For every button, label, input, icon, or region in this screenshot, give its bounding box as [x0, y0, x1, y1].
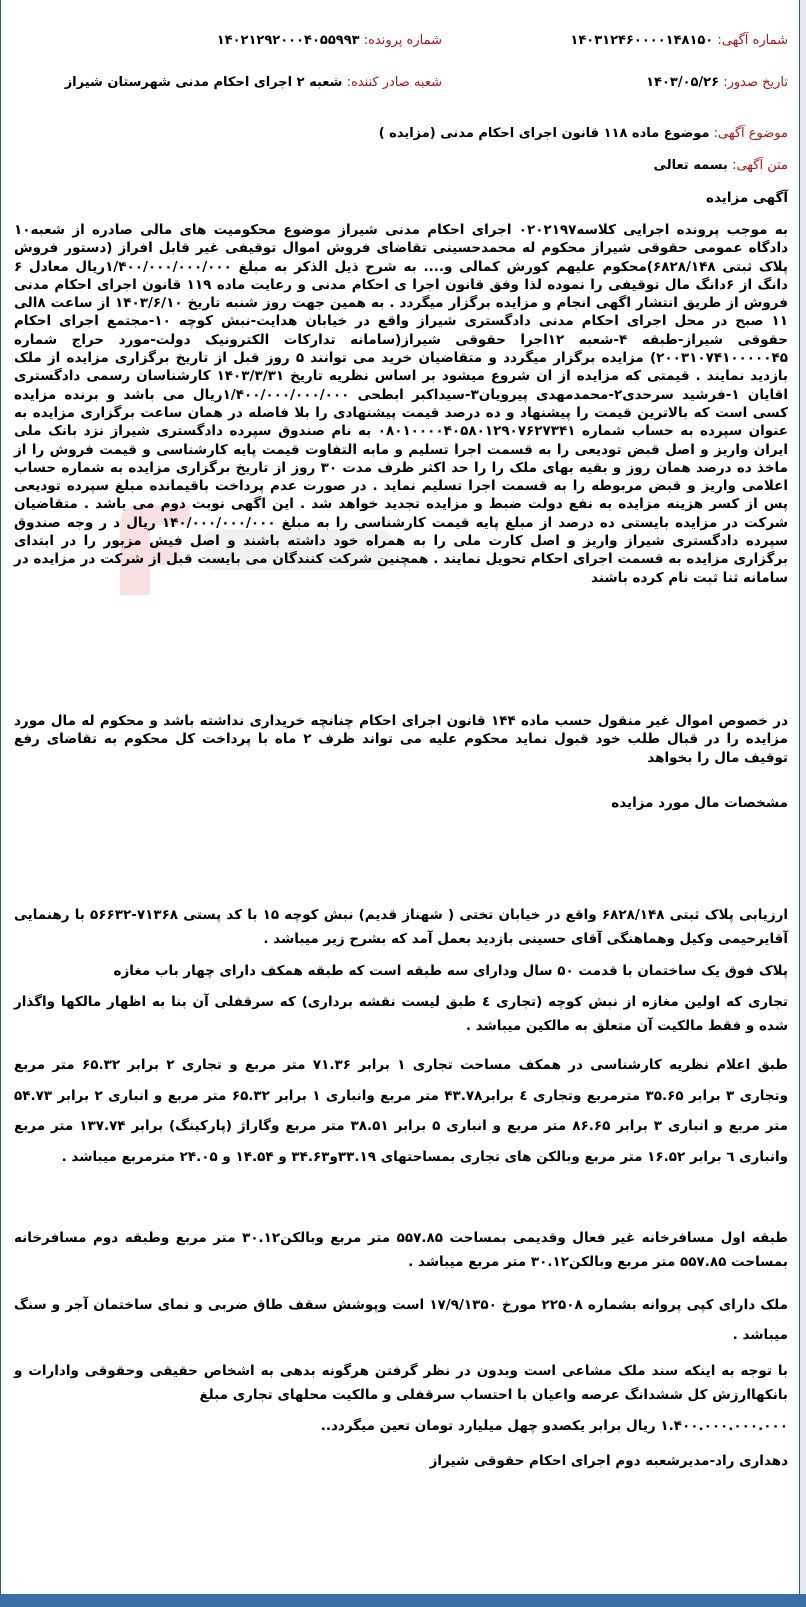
issuing-branch-value: شعبه ۲ اجرای احکام مدنی شهرستان شیراز — [64, 75, 343, 90]
specs-paragraph-6: ملک دارای کپی پروانه بشماره ۲۲۵۰۸ مورخ ۱۷/۹/۱۳۵۰ است وپوشش سقف طاق ضربی و نمای ساختمان آجر و سنگ میباشد . — [14, 1297, 788, 1343]
notice-number-label: شماره آگهی: — [717, 33, 788, 48]
issue-date-label: تاریخ صدور: — [723, 75, 788, 90]
specs-paragraph-1: ارزیابی پلاک ثبتی ۶۸۲۸/۱۴۸ واقع در خیابان تختی ( شهناز قدیم) نبش کوچه ۱۵ با کد پستی ۷۱۳۶۸-۵۶۶۳۲ با رهنمایی آقایرحیمی وکیل وهماهنگی آقای حسینی بازدید بعمل آمد که بشرح زیر میباشد . — [14, 907, 789, 947]
valuation-amount: ۱.۴۰۰.۰۰۰.۰۰۰.۰۰۰ ریال برابر یکصدو چهل میلیارد تومان تعین میگردد.. — [320, 1418, 788, 1434]
specs-heading: مشخصات مال مورد مزایده — [611, 795, 788, 811]
auction-paragraph-1: به موجب پرونده اجرایی کلاسه۰۲۰۲۱۹۷ اجرای احکام مدنی شیراز موضوع محکومیت های مالی صادره از شعبه۱۰ دادگاه عمومی حقوقی شیراز محکوم له محمدحسینی تقاضای فروش اموال توقیفی غیر قابل افراز (دستور فروش پلاک ثبتی ۶۸۲۸/۱۴۸)محکوم علیهم کورش کمالی و.... به شرح ذیل الذکر به مبلغ ۱/۴۰۰/۰۰۰/۰۰۰/۰۰۰ریال معادل ۶ دانگ از ۶دانگ مال توقیفی را نموده لذا وفق قانون اجرا ی احکام مدنی و رعایت ماده ۱۱۹ قانون اجرای احکام مدنی فروش از طریق انتشار اگهی انجام و مزایده برگزار میگردد . به همین جهت روز شنبه تاریخ ۱۴۰۳/۶/۱۰ از ساعت ۸الی ۱۱ صبح در محل اجرای احکام مدنی دادگستری شیراز واقع در خیابان هدایت-نبش کوچه ۱۰-مجتمع اجرای احکام حقوقی شیراز-طبقه ۴-شعبه ۱۲اجرا حقوقی شیراز(سامانه تدارکات الکترونیک دولت-مورد حراج شماره ۲۰۰۳۱۰۷۴۱۰۰۰۰۰۴۵) مزایده برگزار میگردد و متقاضیان خرید می توانند ۵ روز قبل از تاریخ برگزاری مزایده از ملک بازدید نمایند . قیمتی که مزایده از ان شروع میشود بر اساس نظریه تاریخ ۱۴۰۳/۳/۳۱ کارشناسان رسمی دادگستری اقایان ۱-فرشید سرحدی۲-محمدمهدی پیرویان۳-سیداکبر ابطحی ۱/۴۰۰/۰۰۰/۰۰۰/۰۰۰ریال می باشد و برنده مزایده کسی است که بالاترین قیمت را پیشنهاد و ده درصد قیمت پیشنهادی را بلا فاصله در همان ساعت برگزاری مزایده به عنوان سپرده به حساب شماره ۰۸۰۱۰۰۰۰۴۰۵۸۰۱۲۹۰۷۶۲۷۳۴۱ به نام صندوق سپرده دادگستری شیراز نزد بانک ملی ایران واریز و اصل قبض تودیعی را به قسمت اجرا تسلیم و مابه التفاوت قیمت پایه کارشناسی و قیمت فروش را از ماخذ ده درصد همان روز و بقیه بهای ملک را را حد اکثر ظرف مدت ۳۰ روز از تاریخ برگزاری مزایده به شماره حساب اعلامی واریز و قبض مربوطه را به قسمت اجرا تسلیم نماید . در صورت عدم پرداخت باقیمانده مبلغ سپرده تودیعی پس از کسر هزینه مزایده به نفع دولت ضبط و مزایده تجدید خواهد شد . این اگهی نوبت دوم می باشد . متقاضیان شرکت در مزایده بایستی ده درصد از مبلغ پایه قیمت کارشناسی را به مبلغ ۱۴۰/۰۰۰/۰۰۰/۰۰۰ ریال د ر وجه صندوق سپرده دادگستری شیراز واریز و اصل کارت ملی را به همراه خود داشته باشند و اصل فیش مزبور را در ابتدای برگزاری مزایده به قسمت اجرای احکام تحویل نمایند . همچنین شرکت کنندگان می بایست قبل از شرکت در مزایده در سامانه ثنا ثبت نام کرده باشند — [14, 222, 789, 586]
specs-paragraph-5: طبقه اول مسافرخانه غیر فعال وقدیمی بمساحت ۵۵۷.۸۵ متر مربع وبالکن۳۰.۱۲ متر مربع وطبقه دوم مسافرخانه بمساحت ۵۵۷.۸۵ متر مربع وبالکن۳۰.۱۲ متر مربع میباشد . — [14, 1230, 788, 1270]
specs-paragraph-3: تجاری که اولین مغازه از نبش کوچه (تجاری ٤ طبق لیست نقشه برداری) که سرقفلی آن بنا به اظهار مالکها واگذار شده و فقط مالکیت آن متعلق به مالکین میباشد . — [14, 994, 788, 1034]
specs-paragraph-4: طبق اعلام نظریه کارشناسی در همکف مساحت تجاری ۱ برابر ۷۱.۳۶ متر مربع و تجاری ۲ برابر ۶۵.۳۲ متر مربع وتجاری ۳ برابر ۳۵.۶۵ مترمربع وتجاری ٤ برابر۴۳.۷۸ متر مربع وانباری ۱ برابر ۶۵.۳۲ متر مربع و انباری ۲ برابر ۵۴.۷۳ متر مربع و انباری ۳ برابر ۸۶.۶۵ متر مربع و انباری ۵ برابر ۳۸.۵۱ متر مربع وگاراژ (پارکینگ) برابر ۱۳۷.۷۴ متر مربع وانباری ٦ برابر ۱۶.۵۲ متر مربع وبالکن های تجاری بمساحتهای ۳۳.۱۹و۳۴.۶۳ و ۱۴.۵۴ و ۲۴.۰۵ مترمربع میباشد . — [14, 1057, 789, 1165]
issuing-branch-row — [65, 75, 442, 90]
case-number-row — [217, 33, 442, 48]
bottom-status-bar — [0, 1594, 806, 1607]
subject-label: موضوع آگهی: — [713, 126, 788, 141]
notice-number-row — [570, 33, 788, 48]
body-intro-row — [654, 158, 788, 173]
vertical-scrollbar[interactable] — [800, 0, 806, 1594]
issue-date-value: ۱۴۰۳/۰۵/۲۶ — [646, 75, 720, 90]
signature: دهداری راد-مدیرشعبه دوم اجرای احکام حقوقی شیراز — [429, 1453, 788, 1469]
issue-date-row — [646, 75, 788, 90]
case-number-label: شماره پرونده: — [363, 33, 442, 48]
subject-value: موضوع ماده ۱۱۸ قانون اجرای احکام مدنی (مزایده ) — [378, 126, 710, 141]
subject-row — [379, 126, 788, 141]
issuing-branch-label: شعبه صادر کننده: — [346, 75, 442, 90]
specs-paragraph-2: پلاک فوق یک ساختمان با قدمت ۵۰ سال ودارای سه طبقه است که طبقه همکف دارای چهار باب مغازه — [113, 963, 788, 979]
body-intro-label: متن آگهی: — [732, 158, 788, 173]
specs-paragraph-7: با توجه به اینکه سند ملک مشاعی است وبدون در نظر گرفتن هرگونه بدهی به اشخاص حقیقی وحقوقی وادارات و بانکهاارزش کل ششدانگ عرصه واعیان با احتساب سرقفلی و مالکیت محلهای تجاری مبلغ — [14, 1363, 788, 1403]
auction-heading: آگهی مزایده — [706, 190, 788, 206]
notice-number-value: ۱۴۰۳۱۲۴۶۰۰۰۰۱۴۸۱۵۰ — [570, 33, 714, 48]
body-intro-value: بسمه تعالی — [653, 158, 728, 173]
case-number-value: ۱۴۰۲۱۲۹۲۰۰۰۴۰۵۵۹۹۳ — [216, 33, 360, 48]
auction-paragraph-2: در خصوص اموال غیر منقول حسب ماده ۱۴۴ قانون اجرای احکام چنانچه خریداری نداشته باشد و محکوم له مال مورد مزایده را در قبال طلب خود قبول نماید محکوم علیه می تواند ظرف ۲ ماه با پرداخت کل محکوم به تقاضای رفع توقیف مال را بخواهد — [14, 713, 789, 766]
